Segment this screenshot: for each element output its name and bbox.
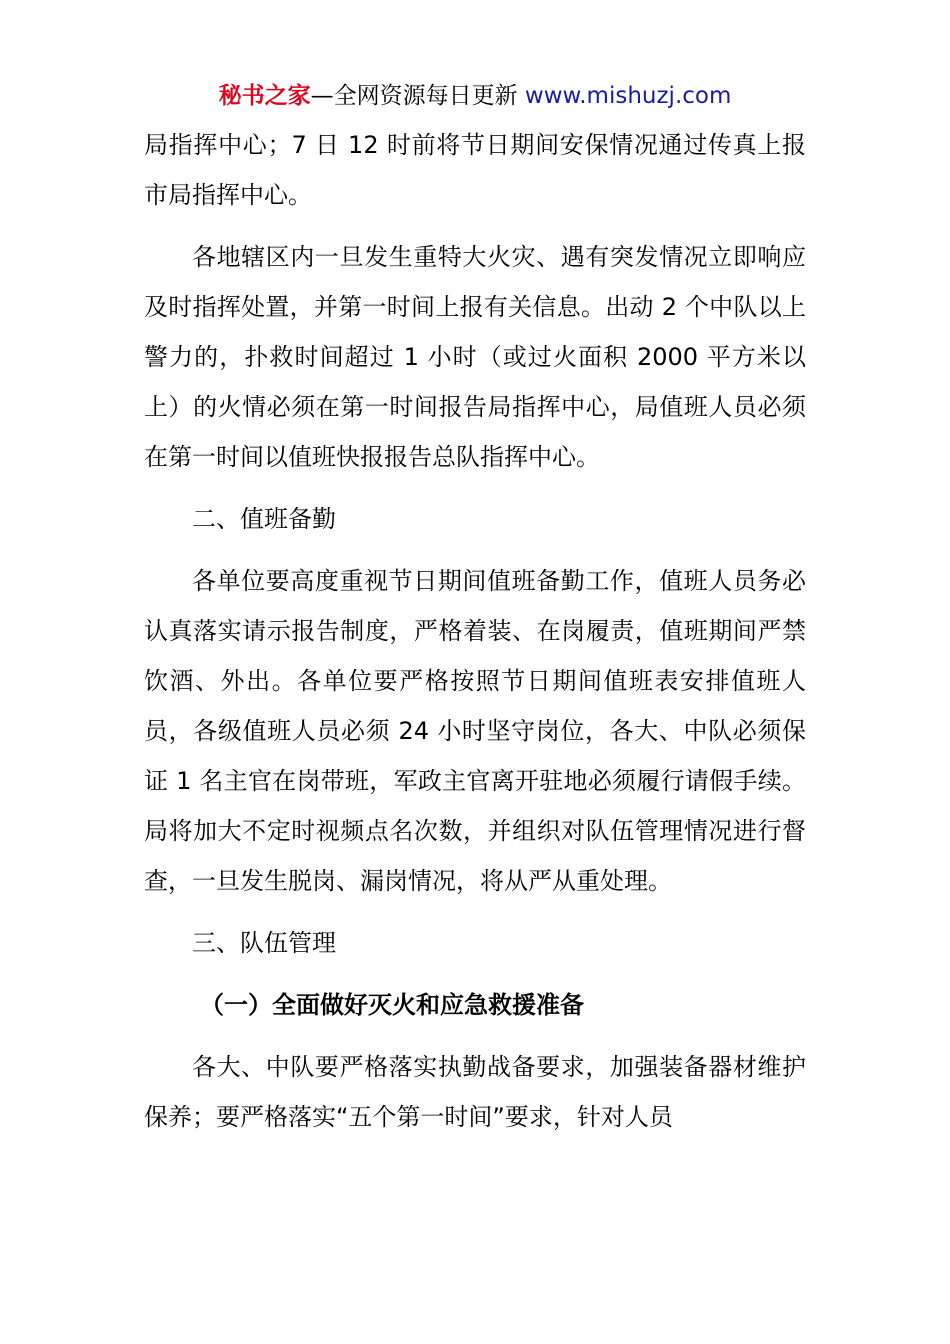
paragraph-duty-standby: 各单位要高度重视节日期间值班备勤工作，值班人员务必认真落实请示报告制度，严格着装、在岗履责，值班期间严禁饮酒、外出。各单位要严格按照节日期间值班表安排值班人员，各级值班人员必须 24 小时坚守岗位，各大、中队必须保证 1 名主官在岗带班，军政主官离开驻地必须履行请假手续。局将加大不定时视频点名次数，并组织对队伍管理情况进行督查，一旦发生脱岗、漏岗情况，将从严从重处理。 [144,567,806,895]
site-url-link[interactable]: www.mishuzj.com [524,83,732,109]
paragraph-emergency-response: 各地辖区内一旦发生重特大火灾、遇有突发情况立即响应及时指挥处置，并第一时间上报有关信息。出动 2 个中队以上警力的，扑救时间超过 1 小时（或过火面积 2000 平方米以上）的火情必须在第一时间报告局指挥中心，局值班人员必须在第一时间以值班快报报告总队指挥中心。 [144,243,806,471]
site-header [0,80,950,112]
site-brand: 秘书之家 [218,83,311,109]
document-body [144,120,806,1154]
subsection-heading-firefighting: （一）全面做好灭火和应急救援准备 [200,991,584,1019]
paragraph-continuation: 局指挥中心；7 日 12 时前将节日期间安保情况通过传真上报市局指挥中心。 [144,131,806,209]
section-heading-team-management: 三、队伍管理 [192,929,336,957]
site-tagline: —全网资源每日更新 [310,83,525,109]
section-heading-duty: 二、值班备勤 [192,505,336,533]
paragraph-firefighting-prep: 各大、中队要严格落实执勤战备要求，加强装备器材维护保养；要严格落实“五个第一时间”要求，针对人员 [144,1053,806,1131]
